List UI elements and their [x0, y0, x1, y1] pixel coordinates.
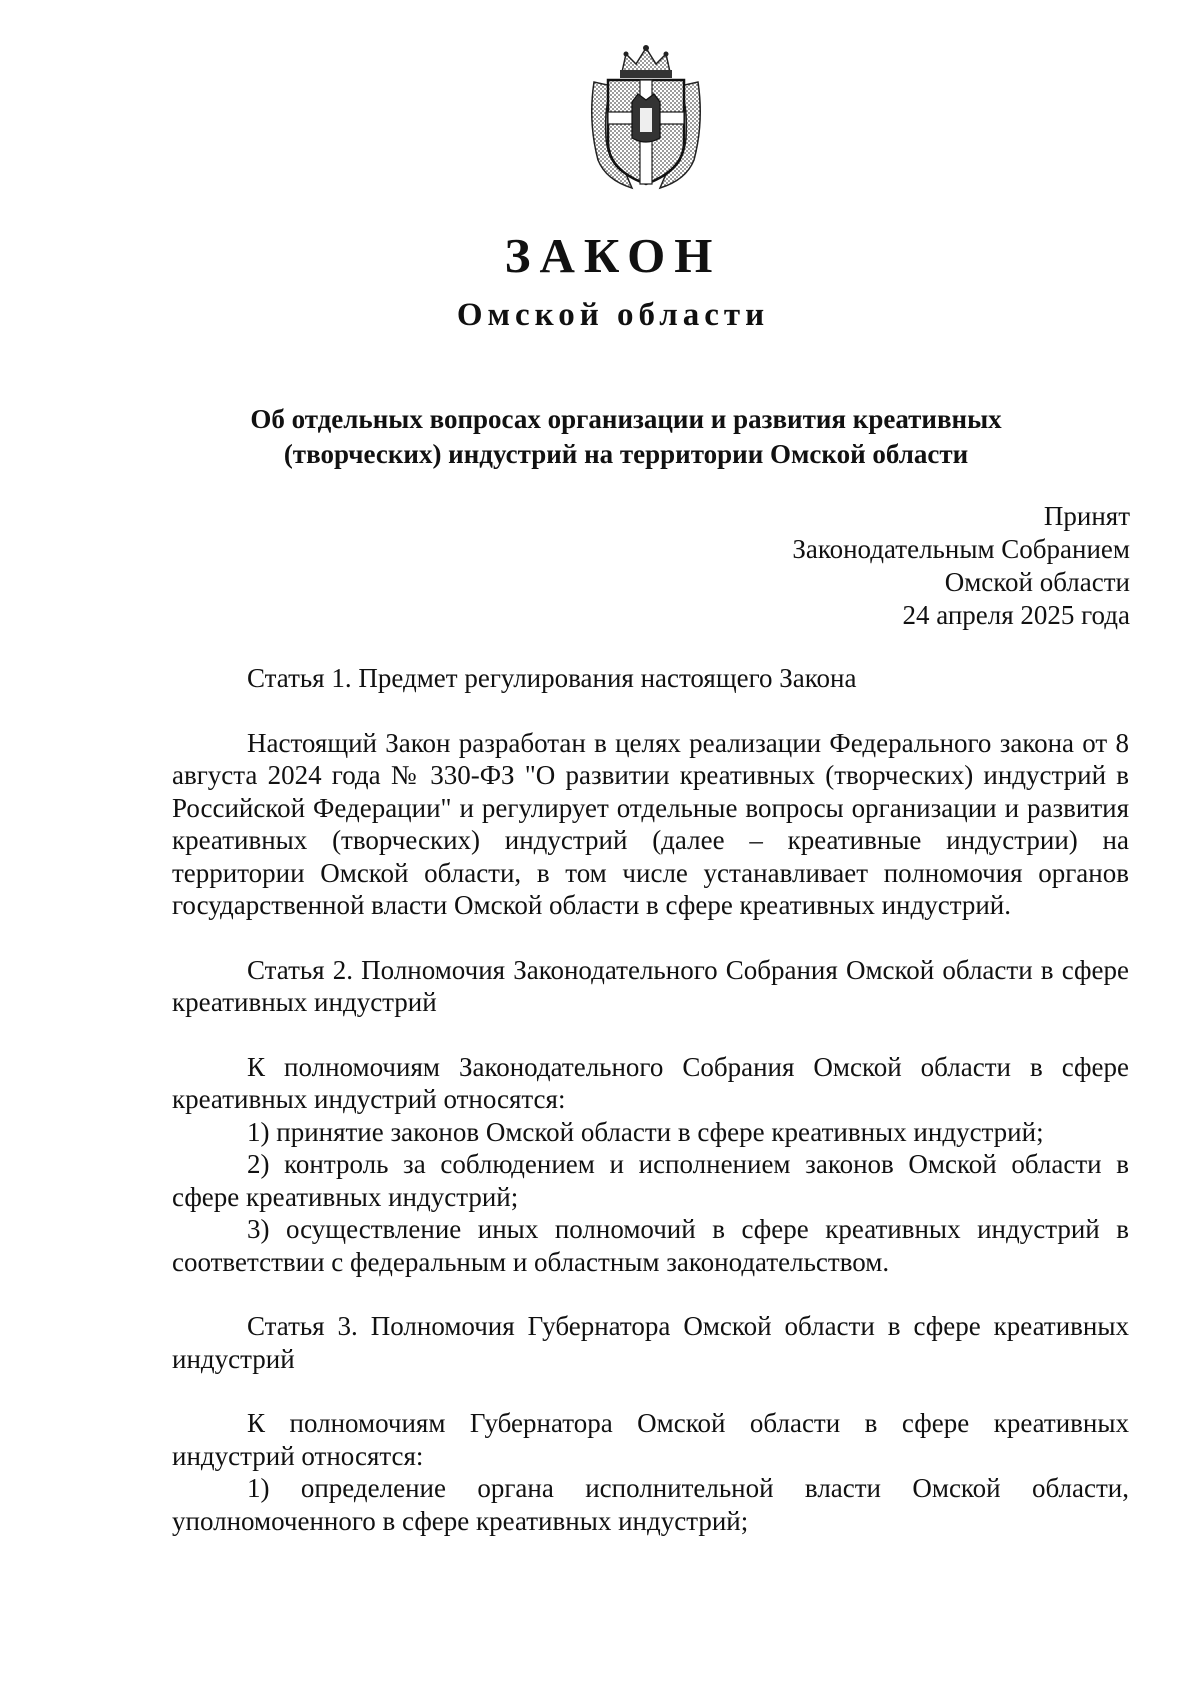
article-3-item-1: 1) определение органа исполнительной власти Омской области, уполномоченного в сфере креативных индустрий;	[172, 1473, 1129, 1536]
adoption-block	[792, 500, 1130, 632]
article-2-item-1: 1) принятие законов Омской области в сфере креативных индустрий;	[247, 1116, 1044, 1147]
adoption-line-3: Омской области	[944, 567, 1130, 597]
coat-of-arms-emblem	[586, 42, 706, 192]
document-type-title: ЗАКОН	[504, 228, 722, 283]
article-3-title: Статья 3. Полномочия Губернатора Омской области в сфере креативных индустрий	[172, 1311, 1129, 1374]
law-heading	[170, 402, 1082, 472]
article-1-text: Настоящий Закон разработан в целях реализации Федерального закона от 8 августа 2024 года № 330-ФЗ "О развитии креативных (творческих) индустрий в Российской Федерации" и регулирует отдельные вопросы организации и развития креативных (творческих) индустрий (далее – креативные индустрии) на территории Омской области, в том числе устанавливает полномочия органов государственной власти Омской области в сфере креативных индустрий.	[172, 727, 1129, 920]
adoption-date: 24 апреля 2025 года	[902, 600, 1130, 630]
region-subtitle: Омской области	[456, 297, 770, 333]
article-1-title: Статья 1. Предмет регулирования настоящего Закона	[247, 663, 857, 693]
coat-of-arms-icon	[586, 42, 706, 192]
law-heading-line-1: Об отдельных вопросах организации и развития креативных	[250, 404, 1002, 434]
article-2-item-2: 2) контроль за соблюдением и исполнением законов Омской области в сфере креативных индустрий;	[172, 1149, 1129, 1212]
article-3-intro: К полномочиям Губернатора Омской области в сфере креативных индустрий относятся:	[172, 1408, 1129, 1471]
law-body	[172, 662, 1129, 1537]
adoption-line-2: Законодательным Собранием	[792, 534, 1130, 564]
adoption-line-1: Принят	[1043, 501, 1130, 531]
article-2-title: Статья 2. Полномочия Законодательного Собрания Омской области в сфере креативных индустрий	[172, 954, 1129, 1017]
law-heading-line-2: (творческих) индустрий на территории Омской области	[283, 439, 969, 469]
article-2-item-3: 3) осуществление иных полномочий в сфере креативных индустрий в соответствии с федеральным и областным законодательством.	[172, 1214, 1129, 1277]
article-2-intro: К полномочиям Законодательного Собрания Омской области в сфере креативных индустрий относятся:	[172, 1051, 1129, 1114]
